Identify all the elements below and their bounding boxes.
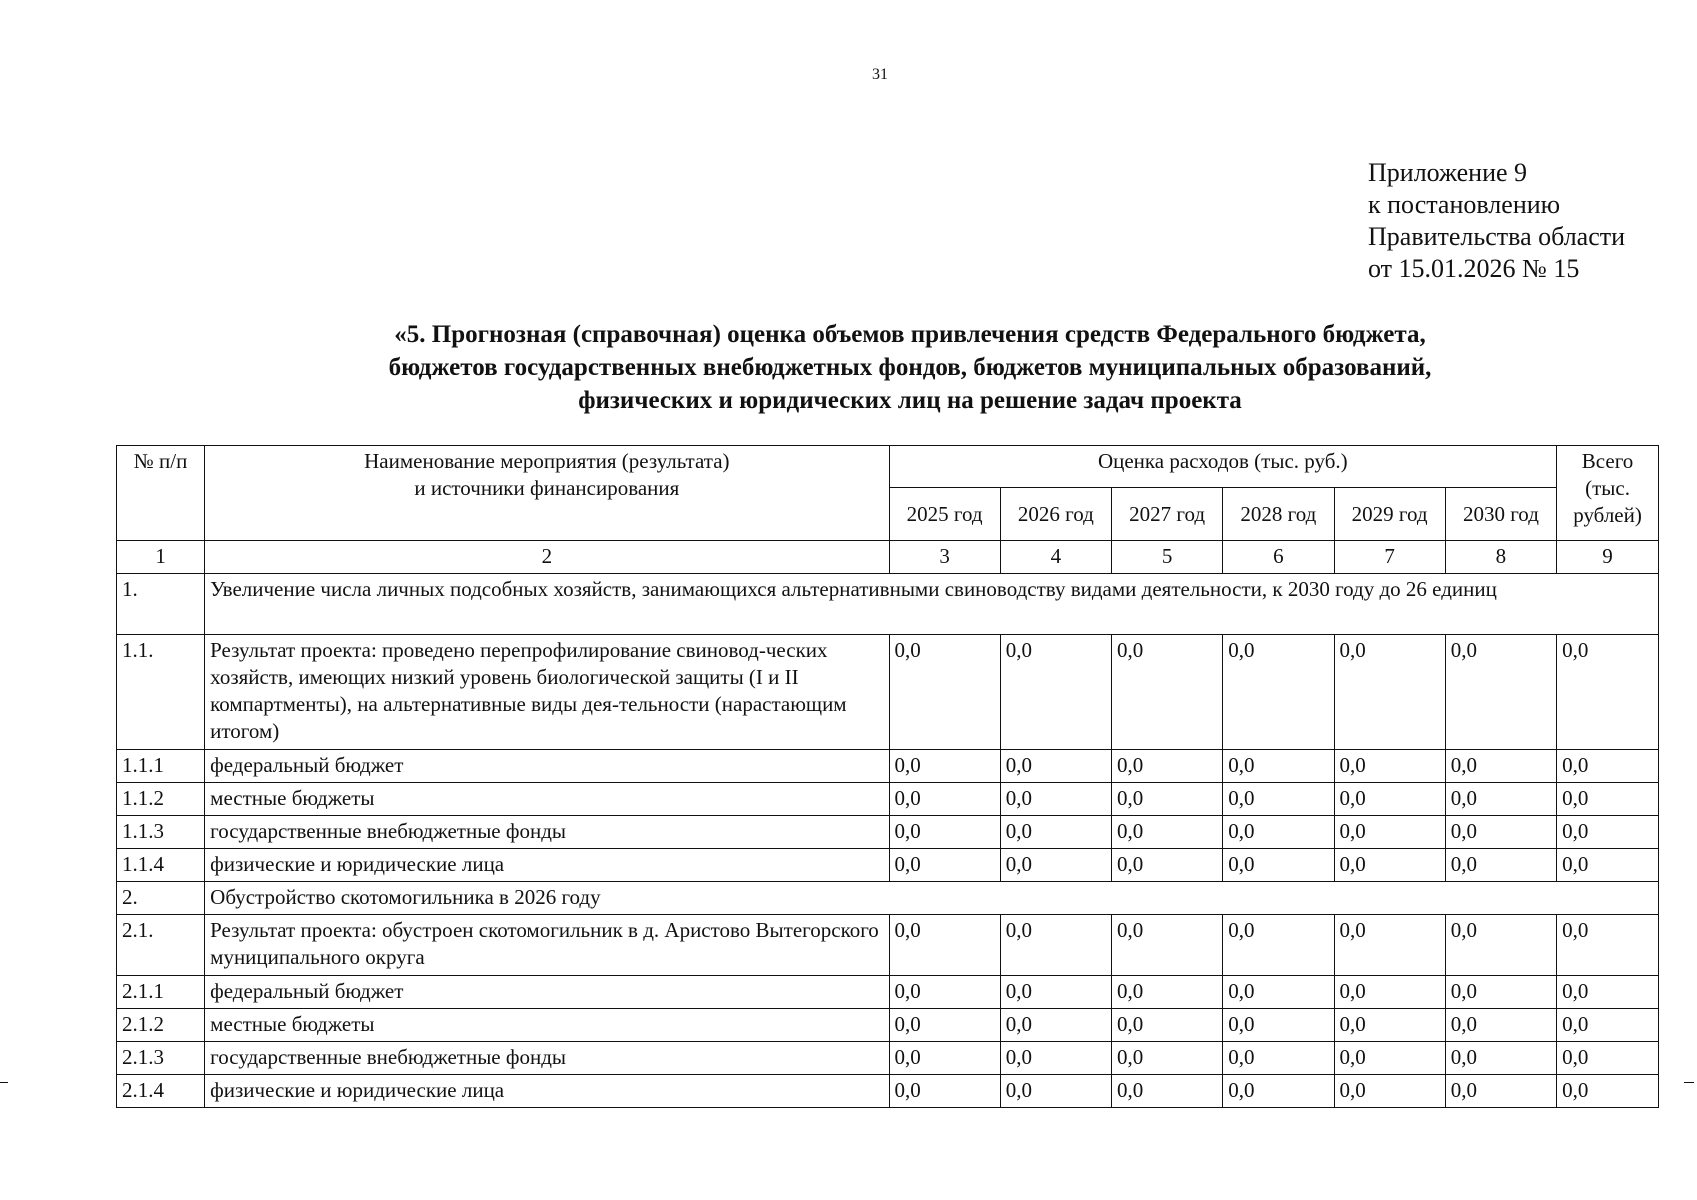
appendix-line: Приложение 9 bbox=[1368, 158, 1528, 187]
title-line: «5. Прогнозная (справочная) оценка объемов привлечения средств Федерального бюджета, bbox=[394, 321, 1426, 348]
row-value: 0,0 bbox=[1000, 849, 1111, 882]
row-value: 0,0 bbox=[1334, 849, 1445, 882]
row-number: 2. bbox=[117, 882, 205, 915]
table-row bbox=[117, 976, 1659, 1009]
row-value: 0,0 bbox=[1000, 976, 1111, 1009]
row-value: 0,0 bbox=[1334, 1075, 1445, 1108]
table-row bbox=[117, 882, 1659, 915]
row-name: государственные внебюджетные фонды bbox=[205, 1042, 889, 1075]
row-value: 0,0 bbox=[1334, 750, 1445, 783]
row-name: Результат проекта: обустроен скотомогильник в д. Аристово Вытегорского муниципального округа bbox=[205, 915, 889, 976]
row-number: 1.1.4 bbox=[117, 849, 205, 882]
header-number: № п/п bbox=[117, 446, 205, 541]
row-name: физические и юридические лица bbox=[205, 1075, 889, 1108]
header-year: 2028 год bbox=[1223, 488, 1334, 541]
row-value: 0,0 bbox=[1334, 1009, 1445, 1042]
row-number: 2.1.2 bbox=[117, 1009, 205, 1042]
column-number: 9 bbox=[1557, 541, 1659, 574]
table-row bbox=[117, 1075, 1659, 1108]
header-year: 2030 год bbox=[1445, 488, 1556, 541]
row-value: 0,0 bbox=[889, 915, 1000, 976]
row-value: 0,0 bbox=[1112, 1042, 1223, 1075]
row-value: 0,0 bbox=[1223, 816, 1334, 849]
row-value: 0,0 bbox=[1112, 849, 1223, 882]
row-value: 0,0 bbox=[1223, 1009, 1334, 1042]
row-value: 0,0 bbox=[889, 635, 1000, 750]
row-number: 1.1.1 bbox=[117, 750, 205, 783]
row-name: Результат проекта: проведено перепрофилирование свиновод-ческих хозяйств, имеющих низкий уровень биологической защиты (I и II компартменты), на альтернативные виды дея-тельности (нарастающим итогом) bbox=[205, 635, 889, 750]
header-total: Всего (тыс. рублей) bbox=[1557, 446, 1659, 541]
header-name-line: и источники финансирования bbox=[414, 476, 680, 500]
row-value: 0,0 bbox=[1112, 750, 1223, 783]
table-row bbox=[117, 915, 1659, 976]
table-row bbox=[117, 783, 1659, 816]
row-name: физические и юридические лица bbox=[205, 849, 889, 882]
row-value: 0,0 bbox=[1223, 976, 1334, 1009]
row-value: 0,0 bbox=[1000, 1009, 1111, 1042]
row-value: 0,0 bbox=[1334, 635, 1445, 750]
row-value: 0,0 bbox=[1000, 816, 1111, 849]
row-name: Обустройство скотомогильника в 2026 году bbox=[205, 882, 1659, 915]
row-value: 0,0 bbox=[1223, 783, 1334, 816]
row-value: 0,0 bbox=[1557, 816, 1659, 849]
row-value: 0,0 bbox=[1557, 1075, 1659, 1108]
row-value: 0,0 bbox=[1000, 750, 1111, 783]
scan-mark-left bbox=[0, 1082, 8, 1083]
row-value: 0,0 bbox=[1445, 849, 1556, 882]
row-name: местные бюджеты bbox=[205, 783, 889, 816]
row-value: 0,0 bbox=[1445, 635, 1556, 750]
row-value: 0,0 bbox=[1223, 849, 1334, 882]
table-row bbox=[117, 1009, 1659, 1042]
row-value: 0,0 bbox=[1445, 915, 1556, 976]
title-line: бюджетов государственных внебюджетных фондов, бюджетов муниципальных образований, bbox=[388, 354, 1432, 381]
row-name: Увеличение числа личных подсобных хозяйств, занимающихся альтернативными свиноводству видами деятельности, к 2030 году до 26 единиц bbox=[205, 574, 1659, 635]
row-value: 0,0 bbox=[1112, 635, 1223, 750]
row-value: 0,0 bbox=[1445, 1042, 1556, 1075]
row-value: 0,0 bbox=[1557, 783, 1659, 816]
header-year: 2027 год bbox=[1112, 488, 1223, 541]
column-number: 3 bbox=[889, 541, 1000, 574]
row-value: 0,0 bbox=[889, 1009, 1000, 1042]
scan-mark-right bbox=[1684, 1082, 1694, 1083]
column-number: 2 bbox=[205, 541, 889, 574]
row-value: 0,0 bbox=[1334, 1042, 1445, 1075]
table-row bbox=[117, 750, 1659, 783]
table-row bbox=[117, 635, 1659, 750]
row-value: 0,0 bbox=[1223, 750, 1334, 783]
row-value: 0,0 bbox=[1112, 1075, 1223, 1108]
column-number: 7 bbox=[1334, 541, 1445, 574]
row-number: 2.1.4 bbox=[117, 1075, 205, 1108]
header-name bbox=[205, 446, 889, 541]
table-row bbox=[117, 849, 1659, 882]
row-number: 1.1.2 bbox=[117, 783, 205, 816]
table-row bbox=[117, 816, 1659, 849]
row-number: 1.1. bbox=[117, 635, 205, 750]
row-value: 0,0 bbox=[1334, 976, 1445, 1009]
page-number: 31 bbox=[872, 66, 888, 83]
header-estimate: Оценка расходов (тыс. руб.) bbox=[889, 446, 1557, 488]
column-number: 6 bbox=[1223, 541, 1334, 574]
column-number: 5 bbox=[1112, 541, 1223, 574]
row-value: 0,0 bbox=[1557, 750, 1659, 783]
title-line: физических и юридических лиц на решение задач проекта bbox=[578, 387, 1242, 414]
appendix-line: от 15.01.2026 № 15 bbox=[1368, 254, 1580, 283]
row-value: 0,0 bbox=[889, 849, 1000, 882]
row-value: 0,0 bbox=[1000, 915, 1111, 976]
row-value: 0,0 bbox=[1445, 783, 1556, 816]
row-value: 0,0 bbox=[1557, 915, 1659, 976]
header-name-line: Наименование мероприятия (результата) bbox=[364, 449, 730, 473]
funding-table bbox=[116, 445, 1659, 1108]
row-value: 0,0 bbox=[1445, 1009, 1556, 1042]
column-number: 4 bbox=[1000, 541, 1111, 574]
row-name: федеральный бюджет bbox=[205, 750, 889, 783]
row-value: 0,0 bbox=[1557, 976, 1659, 1009]
row-value: 0,0 bbox=[1445, 976, 1556, 1009]
row-value: 0,0 bbox=[1112, 816, 1223, 849]
table-row bbox=[117, 1042, 1659, 1075]
row-number: 2.1. bbox=[117, 915, 205, 976]
appendix-block bbox=[1368, 157, 1625, 285]
table-row bbox=[117, 574, 1659, 635]
row-number: 2.1.1 bbox=[117, 976, 205, 1009]
row-value: 0,0 bbox=[1557, 1009, 1659, 1042]
appendix-line: Правительства области bbox=[1368, 222, 1626, 251]
row-name: государственные внебюджетные фонды bbox=[205, 816, 889, 849]
document-title bbox=[210, 318, 1610, 417]
row-value: 0,0 bbox=[1334, 915, 1445, 976]
row-value: 0,0 bbox=[1223, 635, 1334, 750]
row-value: 0,0 bbox=[1557, 635, 1659, 750]
row-value: 0,0 bbox=[1112, 915, 1223, 976]
row-value: 0,0 bbox=[889, 1042, 1000, 1075]
row-value: 0,0 bbox=[1557, 1042, 1659, 1075]
row-value: 0,0 bbox=[889, 1075, 1000, 1108]
row-value: 0,0 bbox=[1000, 1075, 1111, 1108]
appendix-line: к постановлению bbox=[1368, 190, 1561, 219]
row-value: 0,0 bbox=[1000, 1042, 1111, 1075]
row-value: 0,0 bbox=[1000, 783, 1111, 816]
row-value: 0,0 bbox=[1112, 1009, 1223, 1042]
row-value: 0,0 bbox=[1334, 816, 1445, 849]
row-value: 0,0 bbox=[1000, 635, 1111, 750]
row-value: 0,0 bbox=[1445, 1075, 1556, 1108]
row-value: 0,0 bbox=[889, 750, 1000, 783]
header-year: 2029 год bbox=[1334, 488, 1445, 541]
row-name: местные бюджеты bbox=[205, 1009, 889, 1042]
row-value: 0,0 bbox=[1334, 783, 1445, 816]
row-value: 0,0 bbox=[889, 976, 1000, 1009]
header-year: 2026 год bbox=[1000, 488, 1111, 541]
row-value: 0,0 bbox=[889, 783, 1000, 816]
row-number: 1.1.3 bbox=[117, 816, 205, 849]
row-value: 0,0 bbox=[1557, 849, 1659, 882]
row-number: 1. bbox=[117, 574, 205, 635]
column-number: 8 bbox=[1445, 541, 1556, 574]
row-value: 0,0 bbox=[1223, 1042, 1334, 1075]
row-name: федеральный бюджет bbox=[205, 976, 889, 1009]
row-value: 0,0 bbox=[1445, 750, 1556, 783]
column-number: 1 bbox=[117, 541, 205, 574]
row-value: 0,0 bbox=[889, 816, 1000, 849]
row-value: 0,0 bbox=[1223, 1075, 1334, 1108]
row-value: 0,0 bbox=[1112, 976, 1223, 1009]
row-value: 0,0 bbox=[1112, 783, 1223, 816]
column-number-row bbox=[117, 541, 1659, 574]
header-year: 2025 год bbox=[889, 488, 1000, 541]
row-number: 2.1.3 bbox=[117, 1042, 205, 1075]
row-value: 0,0 bbox=[1223, 915, 1334, 976]
row-value: 0,0 bbox=[1445, 816, 1556, 849]
